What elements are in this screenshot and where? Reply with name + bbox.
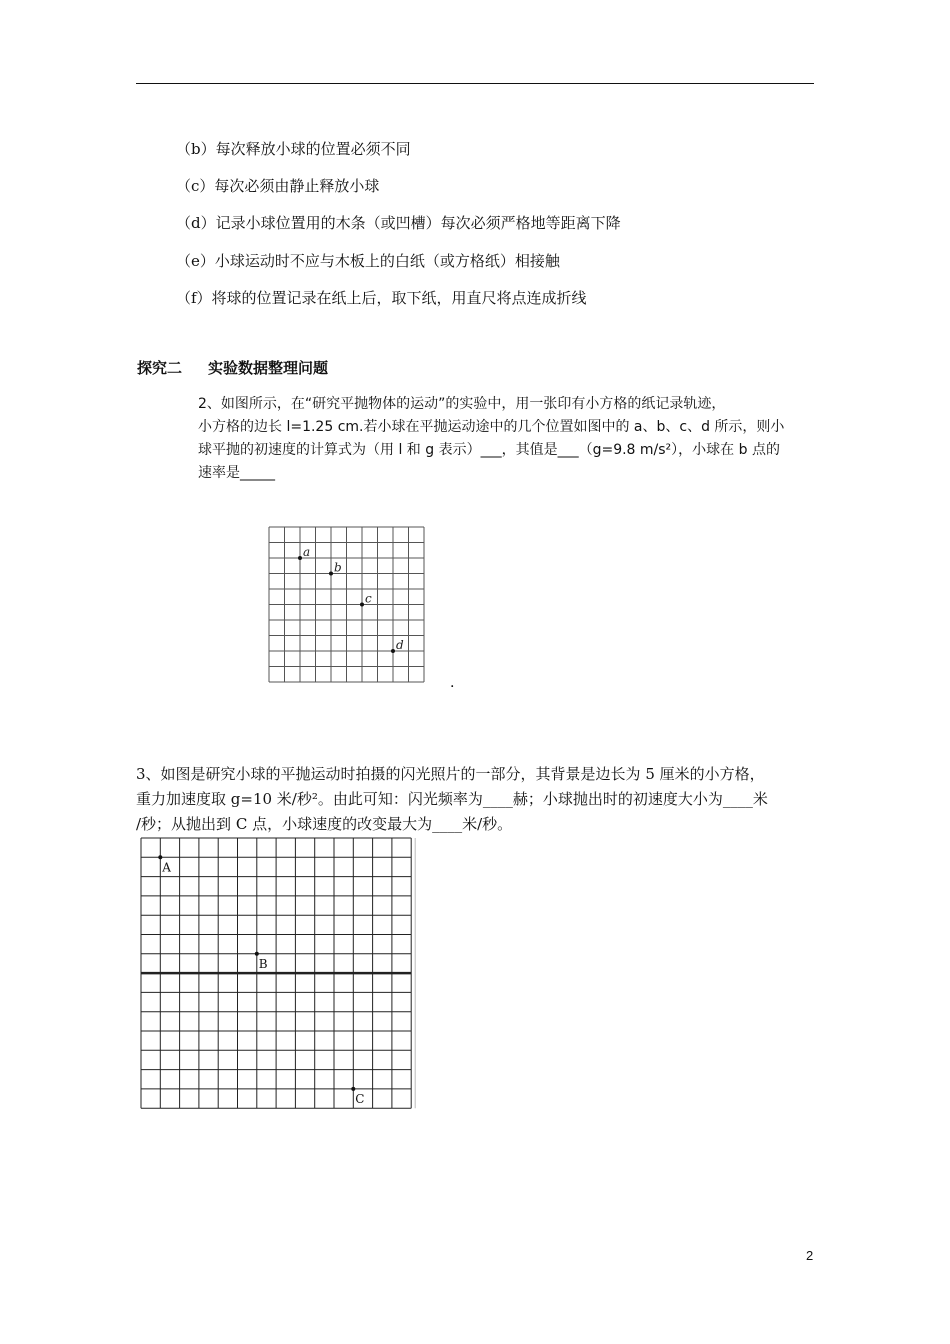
point-label-C: C — [355, 1091, 365, 1106]
page-number: 2 — [806, 1248, 814, 1263]
point-label-c: c — [365, 591, 372, 606]
option-d: （d）记录小球位置用的木条（或凹槽）每次必须严格地等距离下降 — [176, 214, 621, 232]
question-3-grid-lines — [141, 838, 415, 1108]
photo-point-B — [255, 952, 259, 956]
question-3-grid-figure — [136, 834, 418, 1112]
question-2-line-2: 小方格的边长 l=1.25 cm.若小球在平抛运动途中的几个位置如图中的 a、b、c、d 所示，则小 — [198, 419, 785, 435]
point-label-d: d — [396, 638, 404, 652]
trajectory-point-a — [298, 556, 302, 560]
question-2-line-3: 球平抛的初速度的计算式为（用 l 和 g 表示）___，其值是___（g=9.8 m/s²），小球在 b 点的 — [198, 442, 780, 458]
question-2-trailing-mark: . — [450, 675, 455, 691]
question-2-grid-figure — [264, 522, 464, 692]
question-2-line-1: 2、如图所示，在“研究平抛物体的运动”的实验中，用一张印有小方格的纸记录轨迹， — [198, 396, 726, 412]
question-3-text — [136, 762, 826, 837]
section-title-part2: 实验数据整理问题 — [208, 359, 329, 377]
question-2-trajectory-points — [298, 545, 404, 653]
question-2-grid-lines — [269, 527, 424, 682]
point-label-b: b — [334, 560, 342, 575]
trajectory-point-c — [360, 603, 364, 607]
photo-point-A — [158, 855, 162, 859]
question-3-line-1: 3、如图是研究小球的平抛运动时拍摄的闪光照片的一部分，其背景是边长为 5 厘米的小方格， — [136, 765, 765, 783]
trajectory-point-d — [391, 649, 395, 653]
question-2-line-4: 速率是_____ — [198, 465, 275, 481]
option-f: （f）将球的位置记录在纸上后，取下纸，用直尺将点连成折线 — [176, 289, 587, 307]
question-3-line-3: /秒；从抛出到 C 点，小球速度的改变最大为____米/秒。 — [136, 815, 513, 833]
point-label-B: B — [258, 956, 268, 971]
point-label-a: a — [303, 545, 311, 559]
trajectory-point-b — [329, 572, 333, 576]
header-rule — [136, 83, 814, 84]
option-c: （c）每次必须由静止释放小球 — [176, 177, 380, 195]
question-2-text — [198, 393, 824, 485]
photo-point-C — [351, 1087, 355, 1091]
point-label-A: A — [162, 860, 171, 875]
question-3-line-2: 重力加速度取 g=10 米/秒²。由此可知：闪光频率为____赫；小球抛出时的初速度大小为____米 — [136, 790, 768, 808]
option-b: （b）每次释放小球的位置必须不同 — [176, 140, 411, 158]
section-heading — [137, 357, 328, 378]
option-e: （e）小球运动时不应与木板上的白纸（或方格纸）相接触 — [176, 252, 560, 270]
section-title-part1: 探究二 — [137, 359, 183, 377]
